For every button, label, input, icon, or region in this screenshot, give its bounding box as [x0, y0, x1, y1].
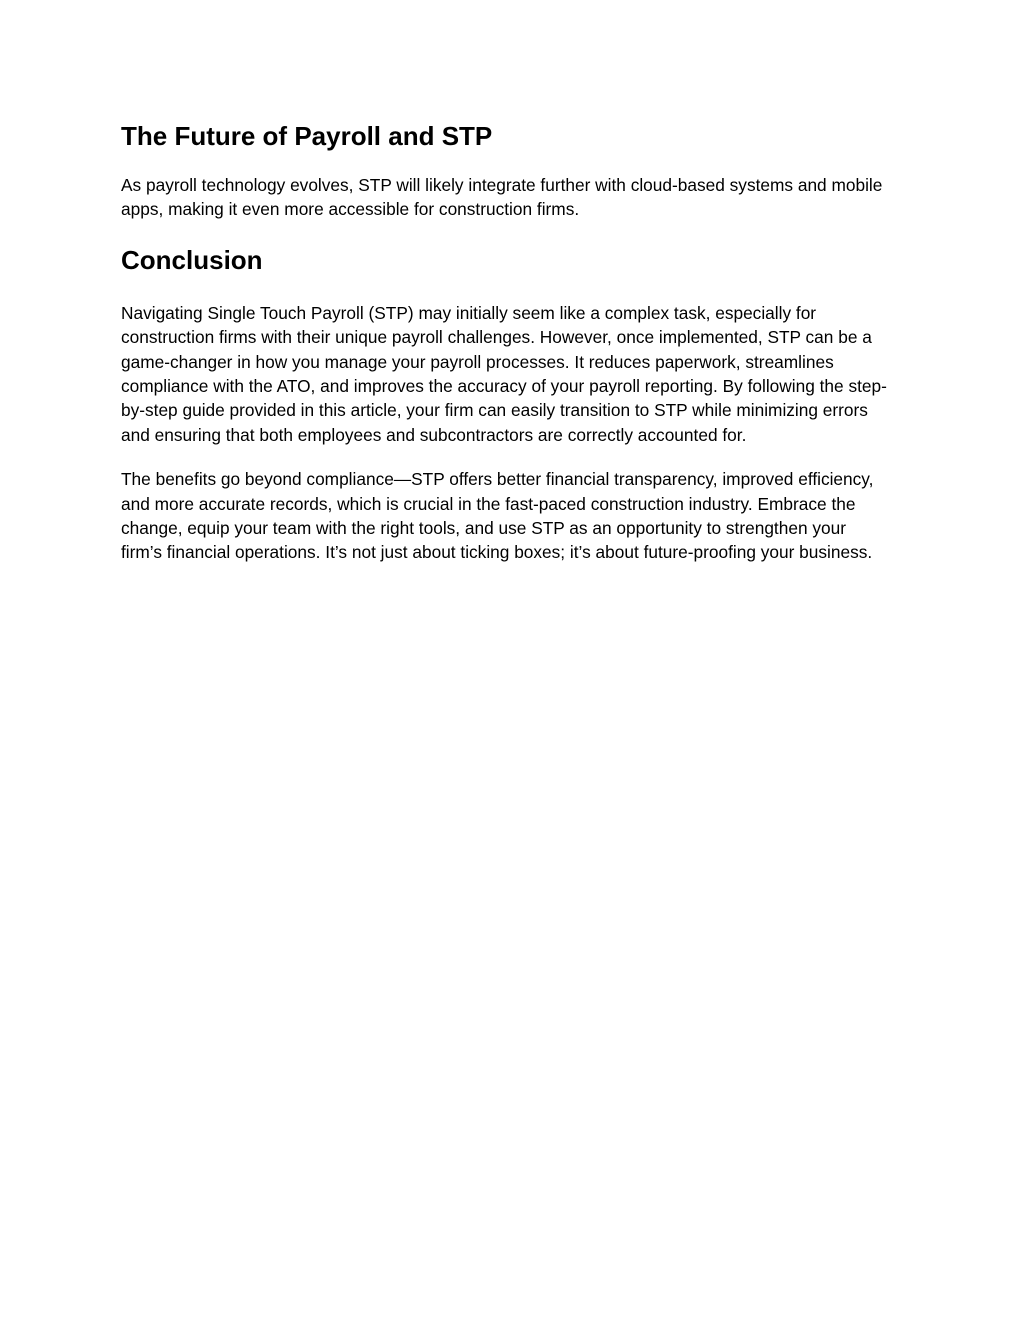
paragraph-conclusion-1: Navigating Single Touch Payroll (STP) may initially seem like a complex task, especially for construction firms with their unique payroll challenges. However, once implemented, STP can be a game-changer in how you manage your payroll processes. It reduces paperwork, streamlines compliance with the ATO, and improves the accuracy of your payroll reporting. By following the step-by-step guide provided in this article, your firm can easily transition to STP while minimizing errors and ensuring that both employees and subcontractors are correctly accounted for. — [121, 302, 887, 445]
heading-conclusion: Conclusion — [121, 244, 263, 275]
document-body — [121, 116, 891, 565]
paragraph-future-of-payroll: As payroll technology evolves, STP will likely integrate further with cloud-based systems and mobile apps, making it even more accessible for construction firms. — [121, 175, 883, 220]
paragraph-conclusion-2: The benefits go beyond compliance—STP offers better financial transparency, improved efficiency, and more accurate records, which is crucial in the fast-paced construction industry. Embrace the change, equip your team with the right tools, and use STP as an opportunity to strengthen your firm’s financial operations. It’s not just about ticking boxes; it’s about future-proofing your business. — [121, 469, 874, 563]
heading-future-of-payroll: The Future of Payroll and STP — [121, 121, 493, 151]
